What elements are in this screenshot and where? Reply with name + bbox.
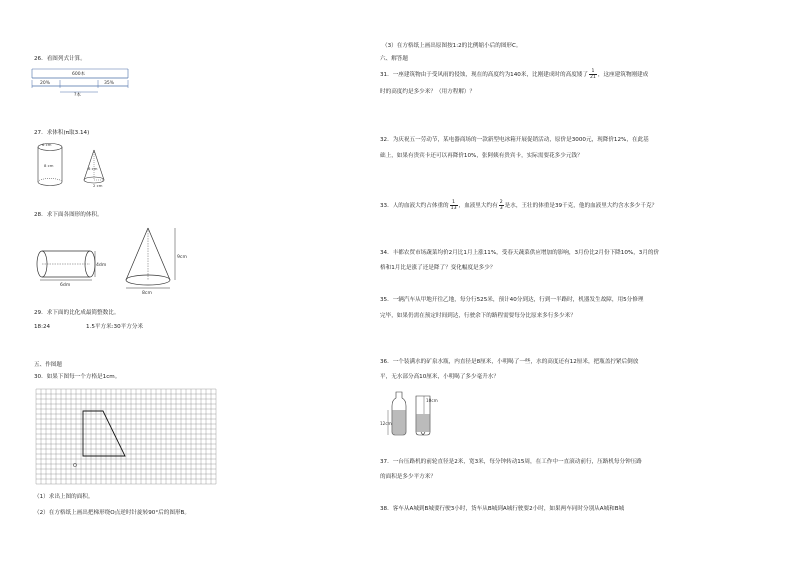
q35-line-2: 完毕，如果仍需在预定时间到达，行驶余下的路程需要每分比原来多行多少米？ (380, 313, 576, 319)
q26-part1-label: 20% (40, 81, 51, 86)
q30-grid (36, 389, 216, 489)
q31-fraction: $\frac{1}{21}$ (589, 69, 596, 80)
q36-line-2: 平，无水部分高10厘米，小明喝了多少毫升水？ (380, 374, 499, 380)
q31-line-1 (380, 69, 648, 80)
q28-figures (34, 226, 187, 296)
q30-origin-label: O (73, 463, 77, 469)
q34-line-1: 34．丰都农贸市场蔬菜均价2月比1月上涨11%，受春天蔬菜供应增加的影响，3月份比2月份下降10%，3月的价 (380, 250, 660, 256)
q29-ratio-b: 1.5平方米:30平方分米 (86, 324, 144, 330)
q27-title: 27．求体积(π取3.14) (34, 130, 90, 136)
q38-line-1: 38．客车从A城到B城要行驶3小时，货车从B城到A城行驶要2小时，如果两车同时分别从A城和B城 (380, 506, 625, 512)
q37-line-2: 的面积是多少平方米？ (380, 474, 436, 480)
q30-subquestion-3: （3）在方格纸上画出原图按1:2的比例缩小后的图形C。 (382, 43, 522, 49)
q29-title: 29．求下面的比化成最简整数比。 (34, 310, 120, 316)
q30-title: 30．如果下图每一个方格是1cm。 (34, 374, 121, 380)
q33-fraction-2: $\frac{2}{3}$ (499, 200, 503, 211)
q36-bottle-figure (380, 388, 450, 438)
q26-title: 26．看图列式计算。 (34, 56, 86, 62)
q27-cone-height: 6 cm (88, 166, 98, 171)
q31-text-a: 31．一座建筑物由于受风雨的侵蚀，现在的高度约为140米，比刚建成时的高度矮了 (380, 72, 588, 78)
q36-height-water: 12cm (380, 421, 392, 426)
q32-line-1: 32．为庆祝五一劳动节，某电器商场的一款新型电冰箱开展促销活动，原价是3000元，现降价12%，在此基 (380, 137, 649, 143)
q27-cone-radius: 2 cm (93, 183, 103, 188)
q31-line-2: 时的高度约是多少米？（用方程解）？ (380, 89, 476, 95)
q36-height-air: 10cm (426, 398, 438, 403)
q28-cyl-length: 6dm (60, 283, 71, 288)
q27-cyl-height: 8 cm (44, 163, 54, 168)
q27-figures (36, 142, 126, 190)
q30-trapezoid (83, 411, 125, 456)
q28-title: 28．求下面各图形的体积。 (34, 212, 103, 218)
section-6-heading: 六、解答题 (380, 56, 408, 62)
q33-fraction-1: $\frac{1}{13}$ (450, 200, 457, 211)
section-5-heading: 五、作图题 (34, 362, 62, 368)
q29-ratio-a: 18:24 (34, 324, 51, 330)
q32-line-2: 础上，如果有贵宾卡还可以再降价10%，张阿姨有贵宾卡，实际需要花多少元钱？ (380, 153, 583, 159)
q34-line-2: 格和1月比是涨了还是降了？变化幅度是多少？ (380, 265, 496, 271)
q28-cone-height: 9cm (177, 255, 187, 260)
q26-part2-label: 35% (104, 81, 115, 86)
q35-line-1: 35．一辆汽车从甲地开往乙地，每分行525米，预计40分到达，行到一半路时，机器发生故障，用5分修理 (380, 297, 644, 303)
q33-line: 33．人的血液大约占体重的 $\frac{1}{13}$ ，血液里大约有 $\frac{2}{3}$ 是水，王壮的体重是39千克，他的血液里大约含水多少千克？ (380, 200, 658, 211)
q30-subquestion-1: （1）求出上图的面积。 (34, 494, 94, 500)
q28-cone-diameter: 8cm (142, 291, 152, 296)
q30-subquestion-2: （2）在方格纸上画出把梯形绕O点逆时针旋转90°后的图形B。 (34, 510, 190, 516)
q28-cyl-height: 4dm (96, 263, 107, 268)
q36-line-1: 36．一个装满水的矿泉水瓶，内直径是8厘米，小明喝了一些，水的高度还有12厘米，把瓶盖拧紧后倒放 (380, 359, 639, 365)
q26-total-label: 600本 (72, 72, 86, 77)
q26-unknown-label: ?本 (74, 93, 81, 98)
q37-line-1: 37．一台压路机的前轮直径是2米，宽3米，每分钟转动15周，在工作中一直滚动前行，压路机每分钟压路 (380, 459, 642, 465)
q26-line-diagram (26, 66, 136, 96)
q27-cyl-diameter: 6 cm (42, 142, 52, 147)
q31-text-b: ，这座建筑物刚建成 (597, 72, 649, 78)
